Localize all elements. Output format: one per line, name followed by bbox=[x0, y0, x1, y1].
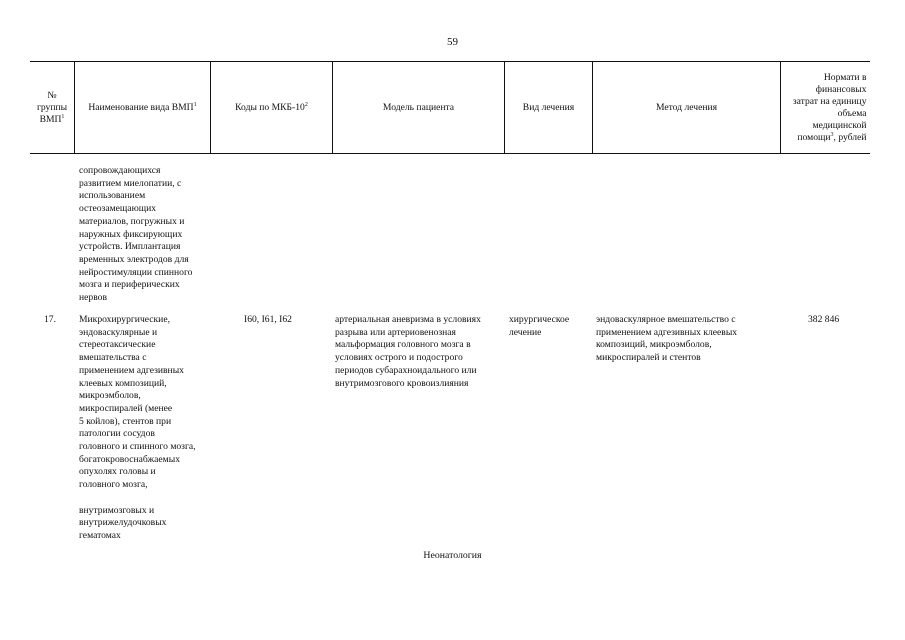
table-header bbox=[30, 61, 870, 154]
row-group-number: 17. bbox=[44, 314, 56, 325]
row-vmp-name: Микрохирургические, эндоваскулярные и стереотаксические вмешательства с применением адгезивных клеевых композиций, микроэмболов, микроспиралей (менее 5 койлов), стентов при патологии сосудов головного и спинного мозга, богатокровоснабжаемых опухолях головы и головного мозга, внутримозговых и внутрижелудочковых гематомах bbox=[79, 314, 196, 541]
header-group-number: № группы ВМП$^1$ bbox=[36, 89, 68, 125]
header-vmp-name: Наименование вида ВМП$^1$ bbox=[88, 101, 197, 113]
header-patient-model: Модель пациента bbox=[382, 101, 455, 113]
header-treatment-type: Вид лечения bbox=[522, 101, 575, 113]
row-norm-value: 382 846 bbox=[808, 314, 840, 325]
section-title: Неонатология bbox=[423, 550, 482, 561]
continuation-text: сопровождающихся развитием миелопатии, с использованием остеозамещающих материалов, погружных и наружных фиксирующих устройств. Имплантация временных электродов для нейростимуляции спинного мозга и периферических нервов bbox=[79, 165, 193, 304]
header-financial-norm: Нормати в финансовых затрат на единицу объема медицинской помощи$^3$, рублей bbox=[792, 71, 867, 143]
row-icd-codes: I60, I61, I62 bbox=[244, 314, 292, 325]
header-treatment-method: Метод лечения bbox=[655, 101, 718, 113]
header-icd-codes: Коды по МКБ-$10^2$ bbox=[235, 101, 308, 113]
row-treatment-type: хирургическое лечение bbox=[509, 314, 570, 338]
row-patient-model: артериальная аневризма в условиях разрыва или артериовенозная мальформация головного мозга в условиях острого и подострого периодов субарахноидального или внутримозгового кровоизлияния bbox=[335, 314, 481, 389]
row-treatment-method: эндоваскулярное вмешательство с применением адгезивных клеевых композиций, микроэмболов, микроспиралей и стентов bbox=[596, 314, 738, 364]
page-number: 59 bbox=[447, 36, 458, 48]
